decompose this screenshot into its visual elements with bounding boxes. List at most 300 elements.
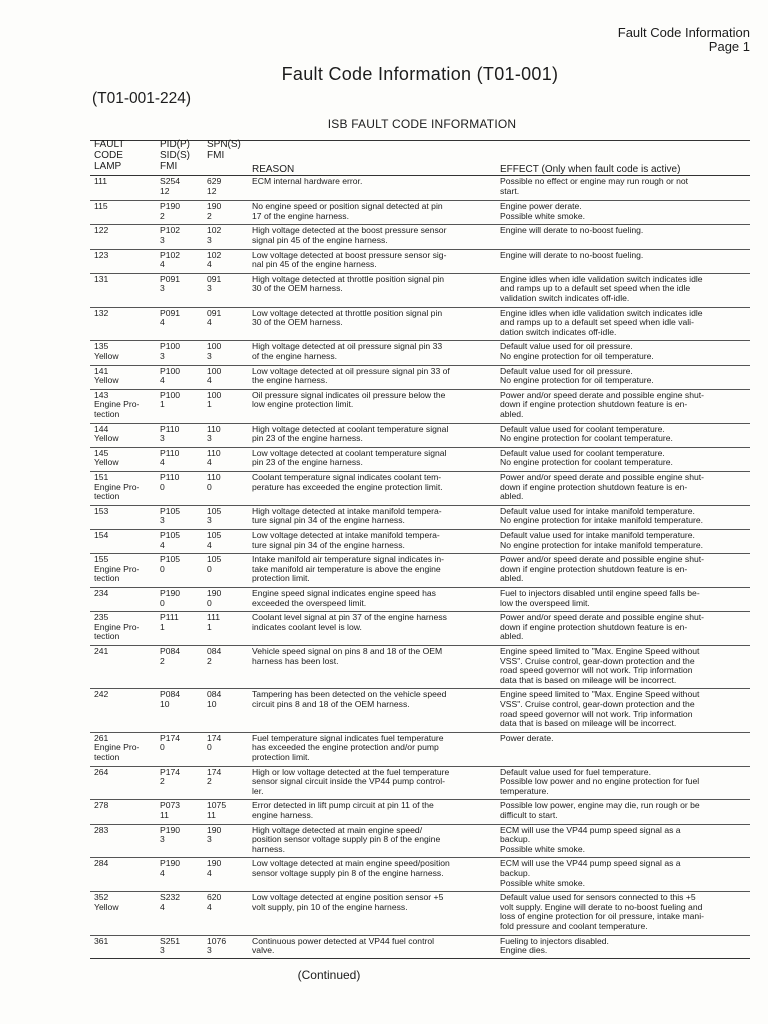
spn-fmi-cell <box>207 251 249 270</box>
spn-fmi-cell <box>207 367 249 386</box>
spn-fmi-cell <box>207 309 249 328</box>
spn-fmi-cell-line: 2 <box>207 777 212 787</box>
spn-fmi-cell-line: 3 <box>207 835 212 845</box>
reason-cell-line: Tampering has been detected on the vehicle speed <box>252 690 447 700</box>
pid-sid-cell-line: 10 <box>160 699 170 709</box>
fault-code-cell <box>94 647 156 657</box>
spn-fmi-cell-line: 629 <box>207 177 222 186</box>
effect-cell <box>500 391 750 420</box>
effect-cell <box>500 226 750 236</box>
fault-code-cell-line: 143 <box>94 390 109 400</box>
effect-cell <box>500 826 750 855</box>
table-row <box>90 799 750 824</box>
spn-fmi-cell-line: 4 <box>207 376 212 386</box>
fault-code-cell <box>94 589 156 599</box>
effect-cell-line: ECM will use the VP44 pump speed signal as a <box>500 825 681 835</box>
pid-sid-cell-line: 3 <box>160 516 165 526</box>
spn-fmi-cell-line: 100 <box>207 390 222 400</box>
effect-cell <box>500 275 750 304</box>
reason-cell-line: position sensor voltage supply pin 8 of the engine <box>252 835 441 845</box>
pid-sid-cell <box>160 226 208 245</box>
spn-fmi-cell-line: 11 <box>207 810 216 820</box>
fault-code-cell-line: Engine Pro- <box>94 400 140 410</box>
reason-cell-line: of the engine harness. <box>252 351 338 361</box>
pid-sid-cell-line: P190 <box>160 825 181 835</box>
pid-sid-cell <box>160 202 208 221</box>
effect-cell-line: Power derate. <box>500 733 554 743</box>
fault-code-cell <box>94 309 156 319</box>
table-row <box>90 611 750 646</box>
reason-cell-line: pin 23 of the engine harness. <box>252 434 363 444</box>
document-title: Fault Code Information (T01-001) <box>281 64 559 84</box>
fault-code-cell-line: tection <box>94 632 120 642</box>
effect-cell-line: and ramps up to a default set speed when idle vali- <box>500 318 694 328</box>
pid-sid-cell-line: 3 <box>160 835 165 845</box>
fault-code-cell-line: tection <box>94 752 120 762</box>
pid-sid-cell-line: 3 <box>160 235 165 245</box>
spn-fmi-cell <box>207 647 249 666</box>
pid-sid-cell <box>160 768 208 787</box>
table-row <box>90 447 750 472</box>
spn-fmi-cell <box>207 859 249 878</box>
pid-sid-cell <box>160 613 208 632</box>
effect-cell <box>500 690 750 728</box>
reason-cell-line: High voltage detected at the boost pressure sensor <box>252 226 447 236</box>
pid-sid-cell <box>160 589 208 608</box>
fault-code-cell-line: 111 <box>94 177 108 186</box>
spn-fmi-cell-line: 190 <box>207 589 222 598</box>
fault-code-cell <box>94 613 156 642</box>
fault-code-cell <box>94 690 156 700</box>
fault-code-cell-line: 153 <box>94 506 109 516</box>
effect-cell <box>500 251 750 261</box>
reason-cell-line: Coolant temperature signal indicates coolant tem- <box>252 473 442 482</box>
effect-cell-line: Engine power derate. <box>500 202 582 212</box>
fault-code-cell <box>94 449 156 468</box>
fault-code-cell-line: 284 <box>94 859 109 869</box>
pid-sid-cell-line: P110 <box>160 424 180 434</box>
effect-cell <box>500 937 750 956</box>
fault-code-cell <box>94 937 156 947</box>
table-row <box>90 389 750 424</box>
effect-cell-line: VSS". Cruise control, gear-down protection and the <box>500 699 695 709</box>
spn-fmi-cell-line: 4 <box>207 902 212 912</box>
fault-code-cell <box>94 251 156 261</box>
reason-cell-line: Engine speed signal indicates engine speed has <box>252 589 436 598</box>
reason-cell-line: the engine harness. <box>252 376 328 386</box>
reason-cell-line: has exceeded the engine protection and/or pump <box>252 743 439 753</box>
effect-cell <box>500 309 750 338</box>
fault-code-cell-line: Engine Pro- <box>94 482 140 492</box>
pid-sid-cell-line: 3 <box>160 434 165 444</box>
reason-cell <box>252 425 497 444</box>
fault-code-cell-line: 132 <box>94 308 109 318</box>
reason-cell-line: protection limit. <box>252 752 310 762</box>
pid-sid-cell-line: P102 <box>160 250 181 260</box>
reason-cell-line: Vehicle speed signal on pins 8 and 18 of the OEM <box>252 647 443 656</box>
reason-cell <box>252 226 497 245</box>
fault-code-cell-line: Yellow <box>94 434 119 444</box>
pid-sid-cell-line: 4 <box>160 902 165 912</box>
spn-fmi-cell-line: 110 <box>207 473 221 482</box>
effect-cell <box>500 507 750 526</box>
pid-sid-cell-line: 4 <box>160 458 165 468</box>
reason-cell-line: Low voltage detected at main engine speed/position <box>252 859 450 869</box>
spn-fmi-cell-line: 190 <box>207 859 222 869</box>
fault-code-cell <box>94 425 156 444</box>
reason-cell-line: Low voltage detected at coolant temperature signal <box>252 448 447 458</box>
pid-sid-cell-line: S254 <box>160 177 181 186</box>
pid-sid-cell-line: S232 <box>160 893 181 903</box>
reason-cell-line: Low voltage detected at boost pressure sensor sig- <box>252 250 447 260</box>
table-row <box>90 224 750 249</box>
pid-sid-cell <box>160 734 208 753</box>
pid-sid-cell <box>160 531 208 550</box>
pid-sid-cell <box>160 647 208 666</box>
reason-cell <box>252 555 497 584</box>
table-row <box>90 891 750 935</box>
effect-cell <box>500 342 750 361</box>
pid-sid-cell-line: 4 <box>160 540 165 550</box>
reason-cell-line: circuit pins 8 and 18 of the OEM harness. <box>252 699 410 709</box>
effect-cell-line: Engine dies. <box>500 946 548 956</box>
reason-cell-line: Low voltage detected at intake manifold tempera- <box>252 531 440 540</box>
header-page-number: Page 1 <box>708 39 750 54</box>
spn-fmi-cell-line: 102 <box>207 226 222 236</box>
effect-cell-line: start. <box>500 186 520 196</box>
effect-cell <box>500 859 750 888</box>
fault-code-cell-line: 261 <box>94 733 109 743</box>
table-row <box>90 766 750 801</box>
effect-cell-line: Fueling to injectors disabled. <box>500 936 609 946</box>
reason-cell-line: Low voltage detected at engine position sensor +5 <box>252 893 444 903</box>
fault-code-cell-line: Yellow <box>94 902 119 912</box>
table-row <box>90 857 750 892</box>
effect-cell-line: Default value used for oil pressure. <box>500 342 633 352</box>
reason-cell <box>252 309 497 328</box>
effect-cell-line: Power and/or speed derate and possible engine shut- <box>500 473 705 482</box>
effect-cell-line: abled. <box>500 492 524 502</box>
reason-cell <box>252 589 497 608</box>
pid-sid-cell-line: 11 <box>160 810 169 820</box>
column-header-reason: REASON <box>252 164 295 175</box>
spn-fmi-cell <box>207 391 249 410</box>
fault-code-cell <box>94 275 156 285</box>
spn-fmi-cell <box>207 226 249 245</box>
reason-cell <box>252 449 497 468</box>
spn-fmi-cell-line: 620 <box>207 893 222 903</box>
pid-sid-cell-line: P111 <box>160 613 179 623</box>
reason-cell <box>252 473 497 492</box>
pid-sid-cell <box>160 251 208 270</box>
reason-cell-line: pin 23 of the engine harness. <box>252 458 363 468</box>
reason-cell-line: High voltage detected at oil pressure signal pin 33 <box>252 342 443 352</box>
spn-fmi-cell-line: 3 <box>207 434 212 444</box>
fault-code-cell <box>94 226 156 236</box>
table-row <box>90 423 750 448</box>
pid-sid-cell <box>160 391 208 410</box>
pid-sid-cell-line: P100 <box>160 390 181 400</box>
reason-cell-line: protection limit. <box>252 574 310 584</box>
reason-cell-line: ECM internal hardware error. <box>252 177 363 186</box>
pid-sid-cell <box>160 801 208 820</box>
pid-sid-cell-line: S251 <box>160 936 181 946</box>
fault-code-cell-line: 235 <box>94 613 109 623</box>
reason-cell-line: ler. <box>252 786 264 796</box>
effect-cell-line: temperature. <box>500 786 549 796</box>
fault-code-cell-line: Yellow <box>94 458 119 468</box>
fault-code-cell <box>94 555 156 584</box>
effect-cell-line: road speed governor will not work. Trip information <box>500 666 693 676</box>
spn-fmi-cell-line: 2 <box>207 656 212 666</box>
pid-sid-cell-line: P100 <box>160 366 181 376</box>
fault-code-cell-line: 145 <box>94 448 109 458</box>
fault-code-cell-line: 135 <box>94 342 109 352</box>
pid-sid-cell-line: 4 <box>160 868 165 878</box>
spn-fmi-cell-line: 190 <box>207 825 222 835</box>
pid-sid-cell-line: P190 <box>160 589 181 598</box>
column-header-effect: EFFECT (Only when fault code is active) <box>500 164 681 175</box>
spn-fmi-cell-line: 102 <box>207 250 222 260</box>
reason-cell <box>252 859 497 878</box>
reason-cell-line: Error detected in lift pump circuit at pin 11 of the <box>252 801 434 811</box>
reason-cell <box>252 647 497 666</box>
spn-fmi-cell-line: 084 <box>207 647 222 656</box>
pid-sid-cell-line: P105 <box>160 555 181 565</box>
effect-cell <box>500 734 750 744</box>
column-header-pid-sid-fmi: PID(P) SID(S) FMI <box>160 139 190 172</box>
fault-code-cell <box>94 768 156 778</box>
reason-cell-line: harness. <box>252 844 285 854</box>
spn-fmi-cell-line: 105 <box>207 555 222 565</box>
table-row <box>90 176 750 200</box>
pid-sid-cell <box>160 507 208 526</box>
spn-fmi-cell-line: 4 <box>207 540 212 550</box>
pid-sid-cell-line: P174 <box>160 733 181 743</box>
fault-code-cell-line: Engine Pro- <box>94 743 140 753</box>
fault-code-cell-line: 361 <box>94 936 109 946</box>
spn-fmi-cell <box>207 937 249 956</box>
pid-sid-cell-line: P102 <box>160 226 181 236</box>
spn-fmi-cell-line: 091 <box>207 308 222 318</box>
fault-code-cell <box>94 893 156 912</box>
reason-cell-line: High or low voltage detected at the fuel temperature <box>252 767 450 777</box>
effect-cell <box>500 768 750 797</box>
reason-cell-line: indicates coolant level is low. <box>252 622 362 632</box>
reason-cell-line: perature has exceeded the engine protection limit. <box>252 482 443 492</box>
spn-fmi-cell-line: 4 <box>207 318 212 328</box>
effect-cell-line: Possible low power and no engine protection for fuel <box>500 777 700 787</box>
effect-cell-line: No engine protection for intake manifold temperature. <box>500 540 704 550</box>
effect-cell-line: down if engine protection shutdown feature is en- <box>500 564 688 574</box>
effect-cell <box>500 893 750 931</box>
fault-code-cell-line: 141 <box>94 366 109 376</box>
fault-code-cell <box>94 367 156 386</box>
reason-cell-line: signal pin 45 of the engine harness. <box>252 235 388 245</box>
spn-fmi-cell-line: 111 <box>207 613 221 623</box>
effect-cell-line: Engine idles when idle validation switch indicates idle <box>500 274 703 284</box>
reason-cell <box>252 507 497 526</box>
effect-cell <box>500 202 750 221</box>
effect-cell-line: No engine protection for coolant temperature. <box>500 458 673 468</box>
spn-fmi-cell-line: 110 <box>207 448 221 458</box>
reason-cell <box>252 531 497 550</box>
spn-fmi-cell-line: 105 <box>207 506 222 516</box>
reason-cell-line: take manifold air temperature is above the engine <box>252 564 441 574</box>
spn-fmi-cell <box>207 449 249 468</box>
effect-cell <box>500 473 750 502</box>
reason-cell <box>252 801 497 820</box>
spn-fmi-cell <box>207 342 249 361</box>
reason-cell-line: Low voltage detected at throttle position signal pin <box>252 308 443 318</box>
pid-sid-cell-line: P105 <box>160 506 181 516</box>
effect-cell-line: Possible white smoke. <box>500 844 586 854</box>
effect-cell-line: difficult to start. <box>500 810 558 820</box>
pid-sid-cell-line: P174 <box>160 767 181 777</box>
fault-code-cell-line: tection <box>94 409 120 419</box>
reason-cell-line: harness has been lost. <box>252 656 339 666</box>
pid-sid-cell <box>160 425 208 444</box>
reason-cell <box>252 251 497 270</box>
table-row <box>90 505 750 530</box>
reason-cell-line: nal pin 45 of the engine harness. <box>252 260 377 270</box>
reason-cell-line: High voltage detected at throttle position signal pin <box>252 274 445 284</box>
spn-fmi-cell-line: 3 <box>207 284 212 294</box>
table-row <box>90 529 750 554</box>
effect-cell <box>500 589 750 608</box>
pid-sid-cell-line: 2 <box>160 777 165 787</box>
pid-sid-cell <box>160 449 208 468</box>
pid-sid-cell-line: 3 <box>160 284 165 294</box>
effect-cell-line: down if engine protection shutdown feature is en- <box>500 400 688 410</box>
effect-cell-line: No engine protection for oil temperature. <box>500 376 654 386</box>
fault-code-cell <box>94 531 156 541</box>
effect-cell-line: Engine will derate to no-boost fueling. <box>500 250 644 260</box>
spn-fmi-cell <box>207 734 249 753</box>
effect-cell <box>500 647 750 685</box>
spn-fmi-cell <box>207 531 249 550</box>
table-bottom-rule <box>90 958 750 959</box>
spn-fmi-cell-line: 3 <box>207 516 212 526</box>
spn-fmi-cell <box>207 177 249 196</box>
spn-fmi-cell <box>207 613 249 632</box>
reason-cell <box>252 177 497 187</box>
reason-cell-line: High voltage detected at coolant temperature signal <box>252 424 449 434</box>
reason-cell <box>252 893 497 912</box>
effect-cell-line: Engine speed limited to "Max. Engine Speed without <box>500 690 700 700</box>
effect-cell <box>500 555 750 584</box>
spn-fmi-cell-line: 3 <box>207 946 212 956</box>
pid-sid-cell-line: P190 <box>160 859 181 869</box>
fault-code-cell-line: 278 <box>94 801 109 811</box>
fault-code-cell-line: 283 <box>94 825 109 835</box>
effect-cell-line: Possible white smoke. <box>500 878 586 888</box>
effect-cell-line: and ramps up to a default set speed when the idle <box>500 284 691 294</box>
effect-cell-line: fold pressure and coolant temperature. <box>500 921 648 931</box>
reason-cell-line: volt supply, pin 10 of the engine harness. <box>252 902 408 912</box>
spn-fmi-cell-line: 0 <box>207 743 212 753</box>
pid-sid-cell-line: 2 <box>160 656 165 666</box>
pid-sid-cell <box>160 275 208 294</box>
effect-cell-line: Engine idles when idle validation switch indicates idle <box>500 308 703 318</box>
fault-code-cell-line: Engine Pro- <box>94 564 140 574</box>
spn-fmi-cell-line: 4 <box>207 260 212 270</box>
effect-cell-line: Fuel to injectors disabled until engine speed falls be- <box>500 589 700 598</box>
table-row <box>90 645 750 689</box>
spn-fmi-cell-line: 100 <box>207 342 222 352</box>
fault-code-cell <box>94 177 156 187</box>
fault-code-cell-line: Yellow <box>94 351 119 361</box>
pid-sid-cell-line: 4 <box>160 376 165 386</box>
effect-cell-line: Default value used for coolant temperature. <box>500 424 665 434</box>
effect-cell-line: No engine protection for oil temperature. <box>500 351 654 361</box>
table-row <box>90 688 750 732</box>
pid-sid-cell <box>160 826 208 845</box>
spn-fmi-cell-line: 1076 <box>207 936 227 946</box>
pid-sid-cell <box>160 177 208 196</box>
spn-fmi-cell <box>207 202 249 221</box>
header-title: Fault Code Information <box>617 25 750 40</box>
spn-fmi-cell-line: 1 <box>207 400 212 410</box>
pid-sid-cell <box>160 690 208 709</box>
fault-code-cell-line: 154 <box>94 531 109 540</box>
reason-cell-line: exceeded the overspeed limit. <box>252 598 367 608</box>
pid-sid-cell-line: P190 <box>160 202 181 212</box>
spn-fmi-cell-line: 110 <box>207 424 221 434</box>
reason-cell <box>252 690 497 709</box>
pid-sid-cell <box>160 367 208 386</box>
reason-cell <box>252 613 497 632</box>
effect-cell-line: ECM will use the VP44 pump speed signal as a <box>500 859 681 869</box>
fault-code-cell-line: Yellow <box>94 376 119 386</box>
pid-sid-cell-line: P091 <box>160 308 181 318</box>
effect-cell <box>500 801 750 820</box>
spn-fmi-cell <box>207 690 249 709</box>
table-row <box>90 365 750 390</box>
effect-cell-line: VSS". Cruise control, gear-down protection and the <box>500 656 695 666</box>
spn-fmi-cell-line: 0 <box>207 482 212 492</box>
pid-sid-cell-line: 12 <box>160 186 170 196</box>
spn-fmi-cell-line: 190 <box>207 202 222 212</box>
reason-cell <box>252 275 497 294</box>
fault-code-cell <box>94 859 156 869</box>
table-row <box>90 340 750 365</box>
pid-sid-cell-line: 3 <box>160 946 165 956</box>
fault-code-cell <box>94 202 156 212</box>
effect-cell-line: Default value used for fuel temperature. <box>500 767 651 777</box>
table-row <box>90 273 750 308</box>
table-row <box>90 935 750 960</box>
effect-cell-line: data that is based on mileage will be incorrect. <box>500 675 677 685</box>
effect-cell-line: Default value used for oil pressure. <box>500 366 633 376</box>
effect-cell <box>500 531 750 550</box>
reason-cell <box>252 342 497 361</box>
effect-cell-line: low the overspeed limit. <box>500 598 590 608</box>
spn-fmi-cell-line: 2 <box>207 211 212 221</box>
reason-cell <box>252 391 497 410</box>
fault-code-cell <box>94 826 156 836</box>
spn-fmi-cell <box>207 425 249 444</box>
effect-cell-line: down if engine protection shutdown feature is en- <box>500 482 688 492</box>
table-row <box>90 307 750 342</box>
effect-cell-line: abled. <box>500 409 524 419</box>
reason-cell <box>252 826 497 855</box>
pid-sid-cell <box>160 309 208 328</box>
reason-cell-line: ture signal pin 34 of the engine harness. <box>252 516 405 526</box>
fault-code-cell-line: 242 <box>94 690 109 700</box>
pid-sid-cell-line: 3 <box>160 351 165 361</box>
reason-cell-line: No engine speed or position signal detected at pin <box>252 202 443 212</box>
